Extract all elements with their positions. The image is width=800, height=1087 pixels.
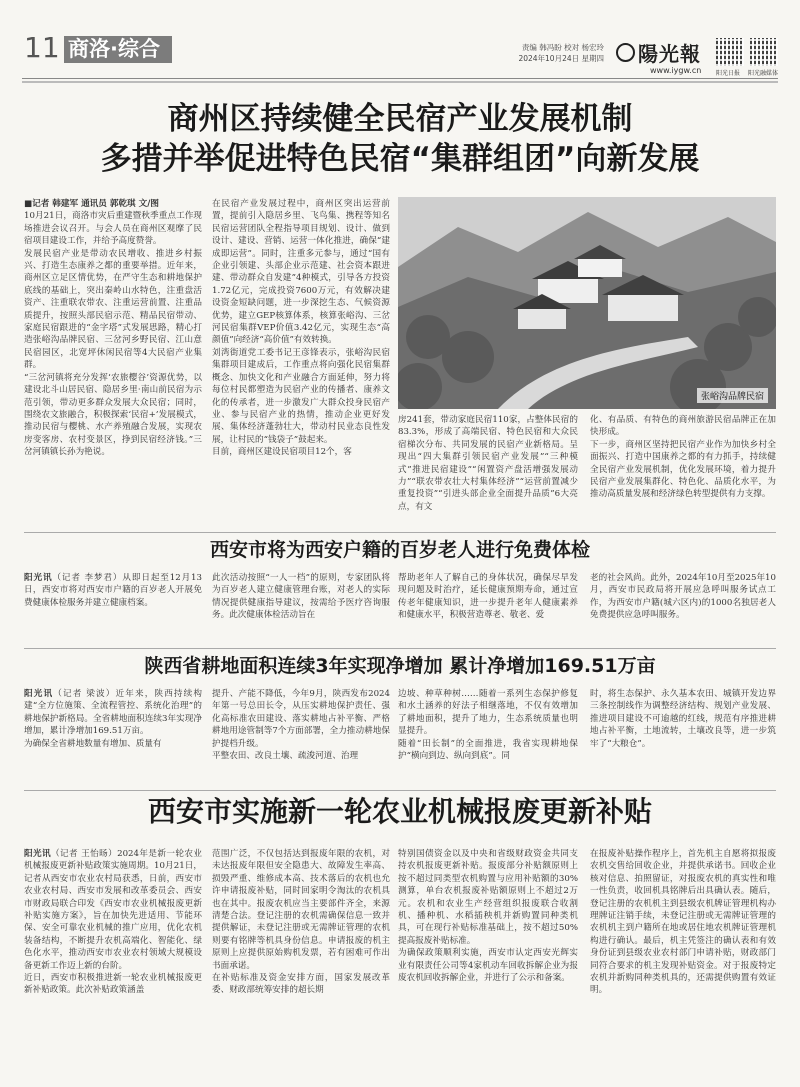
- article2-col3: 帮助老年人了解自己的身体状况，确保尽早发现问题及时治疗，延长健康预期寿命，通过宣传老年健康知识，进一步提升老年人健康素养和健康水平，积极营造尊老、敬老、爱: [398, 573, 578, 621]
- header-meta: [478, 42, 604, 64]
- page-header: [0, 0, 800, 84]
- section-divider: [24, 532, 776, 533]
- qr-code-icon: [750, 38, 778, 66]
- article1-col2: 在民宿产业发展过程中，商州区突出运营前置，提前引入隐居乡里、飞鸟集、携程等知名民宿运营团队全程指导项目规划、设计、做到设计、建设、营销、运营一体化推进，确保“建成即运营”。同时，注重多元参与，通过“国有企业引领建、头部企业示范建、社会资本跟进建、带动群众自发建”4种模式，引导各方投资1.72亿元，完成投资7600万元，有效解决建设资金短缺问题，进一步深挖生态、气候资源优势，建立GEP核算体系，核算张峪沟、三岔河民宿集群VEP价值3.42亿元，实现生态“高颜值”向经济“高价值”有效转换。 刘湾街道党工委书记王彦锋表示，张峪沟民宿集群项目建成后，工作重点将向强化民宿集群概念、加快文化和产业融合方面延伸，努力将每位村民都塑造为民宿产业的传播者、康养文化的传承者，进一步激发广大群众投身民宿产业、参与民宿产业的热情，推动企业更好发展、集体经济蓬勃壮大，带动村民业态良性发展，让村民的“钱袋子”鼓起来。 目前，商州区建设民宿项目12个，客: [212, 199, 390, 458]
- article3-col1-text: 近年来，陕西持续构建“全方位施策、全流程管控、系统化治理”的耕地保护新格局。全省耕地面积连续3年实现净增加，累计净增加169.51万亩。 为确保全省耕地数量有增加、质量有: [24, 689, 202, 749]
- article3-col2: 提升、产能不降低，今年9月，陕西发布2024年第一号总田长令，从压实耕地保护责任、强化高标准农田建设、落实耕地占补平衡、严格耕地用途管制等7个方面部署，全力推动耕地保护提档升级。 平整农田、改良土壤、疏浚河道、治理: [212, 689, 390, 762]
- photo-caption: 张峪沟品牌民宿: [697, 388, 768, 403]
- article4-col2: 范围广泛，不仅包括达到报废年限的农机，对未达报废年限但安全隐患大、故障发生率高、损毁严重、维修成本高、技术落后的农机也允许申请报废补贴，同时回家明令淘汰的农机具也在其中。报废农机应当主要部件齐全，来源清楚合法。登记注册的农机需确保信息一致并提供解证，未登记注册或无需牌证管理的农机则要有铭牌等机具身份信息。申请报废的机主原则上应提供原始购机发票，若有困难可作出书面承诺。 在补贴标准及资金安排方面，国家发展改革委、财政部统筹安排的超长期: [212, 849, 390, 996]
- section-title: 商洛·综合: [64, 36, 172, 63]
- qr-caption: 阳光日报: [716, 70, 741, 77]
- sun-icon: [616, 43, 635, 62]
- article2-reporter: （记者 李梦君）: [52, 573, 123, 583]
- qr-code-icon: [716, 38, 744, 66]
- section-divider: [24, 648, 776, 649]
- editors-line: 责编 韩冯盼 校对 杨宏玲: [521, 43, 604, 52]
- article1-photo: [398, 197, 776, 409]
- article2-col2: 此次活动按照“一人一档”的原则，专家团队将为百岁老人建立健康管理台账，对老人的实际情况提供健康指导建议，按需给予医疗咨询服务。此次健康体检活动旨在: [212, 573, 390, 621]
- article4-headline: 西安市实施新一轮农业机械报废更新补贴: [147, 795, 652, 828]
- section-divider: [24, 790, 776, 791]
- qr-caption: 阳光融媒体: [748, 70, 779, 77]
- page-number: 11: [24, 31, 60, 64]
- article2-col1: [24, 572, 202, 644]
- article4-col4: 在报废补贴操作程序上，首先机主自愿将拟报废农机交售给回收企业，并提供承诺书。回收企业核对信息、拍照留证，对报废农机的真实性和唯一性负责，收回机具铭牌后出具确认表。随后，登记注册的农机机主到县级农机牌证管理机构办理牌证注销手续，未登记注册或无需牌证管理的农机机主到户籍所在地或居住地农机牌证管理机构进行确认。最后，机主凭签注的确认表和有效身份证到县级农业农村部门申请补贴，财政部门同符合要求的机主发现补贴资金。对于报废特定农机并新购同种类机具的，还需提供购置有效证明。: [590, 849, 776, 996]
- website-url: www.iygw.cn: [650, 66, 702, 75]
- article4-col3: 特别国债资金以及中央和省级财政资金共同支持农机报废更新补贴。报废部分补贴额原则上按不超过同类型农机购置与应用补贴额的30%测算，单台农机报废补贴额原则上不超过2万元。农机和农业生产经营组织报废联合收割机、播种机、水稻插秧机并新购置同种类机具，可在现行补贴标准基础上，按不超过50%提高报废补贴标准。 为确保政策顺利实施，西安市认定西安光辉实业有限责任公司等4家机动车回收拆解企业为报废农机回收拆解企业，并进行了公示和备案。: [398, 849, 578, 984]
- mountain-village-image: [398, 197, 776, 409]
- article1-headline: 商州区持续健全民宿产业发展机制: [167, 101, 633, 137]
- logo-text: 陽光報: [638, 42, 701, 66]
- article2-headline: 西安市将为西安户籍的百岁老人进行免费体检: [209, 539, 590, 561]
- article4-reporter: （记者 王怡旸）: [51, 849, 118, 859]
- article3-reporter: （记者 梁波）: [53, 689, 116, 699]
- article4-byline: 阳光讯: [24, 849, 51, 859]
- article1-col1-text: 10月21日，商洛市灾后重建暨秋季重点工作现场推进会议召开。与会人员在商州区观摩了民宿项目建设工作，并给予高度赞誉。 发展民宿产业是带动农民增收、推进乡村振兴、打造生态康养之都的重要举措。近年来，商州区立足区情优势，在严守生态和耕地保护底线的基础上，突出秦岭山水特色，注重盘活资产、注重联农带农、注重运营前置、注重品质提升，按照头部民宿示范、精品民宿带动、家庭民宿跟进的“金字塔”式发展思路，精心打造张峪沟品牌民宿、三岔河乡野民宿、江山意民宿园区，北宽坪休闲民宿等4大民宿产业集群。 “三岔河镇将充分发挥‘农旅樱谷’资源优势，以建设北斗山居民宿、隐居乡里·南山前民宿为示范引领，带动更多群众发展大众民宿；同时，围绕农文旅融合，积极探索‘民宿+’发展模式，推动民宿与樱桃、水产养殖融合发展，实现农房变客房、农村变景区，挣到民宿经济钱。”三岔河镇镇长孙为艳说。: [24, 211, 202, 458]
- article3-byline: 阳光讯: [24, 689, 54, 699]
- article3-col3: 边坡、种草种树……随着一系列生态保护修复和水土涵养的好法子相继落地，不仅有效增加了耕地面积，提升了地力，生态系统质量也明显提升。 随着“田长制”的全面推进，我省实现耕地保护“横向到边、纵向到底”。同: [398, 689, 578, 762]
- issue-date: 2024年10月24日 星期四: [518, 54, 604, 63]
- article2-col4: 老的社会风尚。此外，2024年10月至2025年10月，西安市民政局将开展应急呼叫服务试点工作，为西安市户籍(城六区内)的1000名独居老人免费提供应急呼叫服务。: [590, 573, 776, 621]
- article3-col4: 时，将生态保护、永久基本农田、城镇开发边界三条控制线作为调整经济结构、规划产业发展、推进项目建设不可逾越的红线，规范有序推进耕地占补平衡，土地流转，土壤改良等，进一步筑牢了“大粮仓”。: [590, 689, 776, 749]
- article1-byline: ■记者 韩建军 通讯员 郭乾琪 文/图: [24, 199, 159, 209]
- header-rule: [22, 81, 778, 83]
- article1-col3: 房241套，带动家庭民宿110家，占整体民宿的83.3%，形成了高端民宿、特色民宿和大众民宿梯次分布、共同发展的民宿产业新格局。呈现出“四大集群引领民宿产业发展”“三种模式”推进民宿建设”“闲置资产盘活增强发展动力”“联农带农壮大村集体经济”“运营前置减少重复投资”“引进头部企业全面提升品质”6大亮点，有文: [398, 415, 578, 512]
- article1-subheadline: 多措并举促进特色民宿“集群组团”向新发展: [100, 141, 700, 177]
- article2-byline: 阳光讯: [24, 573, 53, 583]
- article3-headline: 陕西省耕地面积连续3年实现净增加 累计净增加169.51万亩: [144, 655, 656, 677]
- article1-col1: [24, 198, 202, 528]
- article3-col1: [24, 688, 202, 788]
- header-rule: [22, 78, 778, 79]
- newspaper-logo: [616, 38, 701, 67]
- article4-col1: [24, 848, 202, 1080]
- article2-col1-text: 从即日起至12月13日，西安市将对西安市户籍的百岁老人开展免费健康体检服务并建立健康档案。: [24, 573, 202, 608]
- article4-col1-text: 2024年是新一轮农业机械报废更新补贴政策实施周期。10月21日，记者从西安市农业农村局获悉，日前，西安市农业农村局、西安市发展和改革委员会、西安市财政局联合印发《西安市农业机械报废更新补贴实施方案》，旨在加快先进适用、节能环保、安全可靠农业机械的推广应用，优化农机装备结构，不断提升农机高端化、智能化、绿色化水平，推动西安市农业农村领域大规模设备更新工作迈上新的台阶。 近日，西安市积极推进新一轮农业机械报废更新补贴政策。此次补贴政策涵盖: [24, 849, 202, 996]
- article1-col4: 化、有品质、有特色的商州旅游民宿品牌正在加快形成。 下一步，商州区坚持把民宿产业作为加快乡村全面振兴、打造中国康养之都的有力抓手，持续健全民宿产业发展机制，优化发展环境，着力提升民宿产业发展集群化、特色化、品质化水平，为推动高质量发展和经济绿色转型提供有力支撑。: [590, 415, 776, 500]
